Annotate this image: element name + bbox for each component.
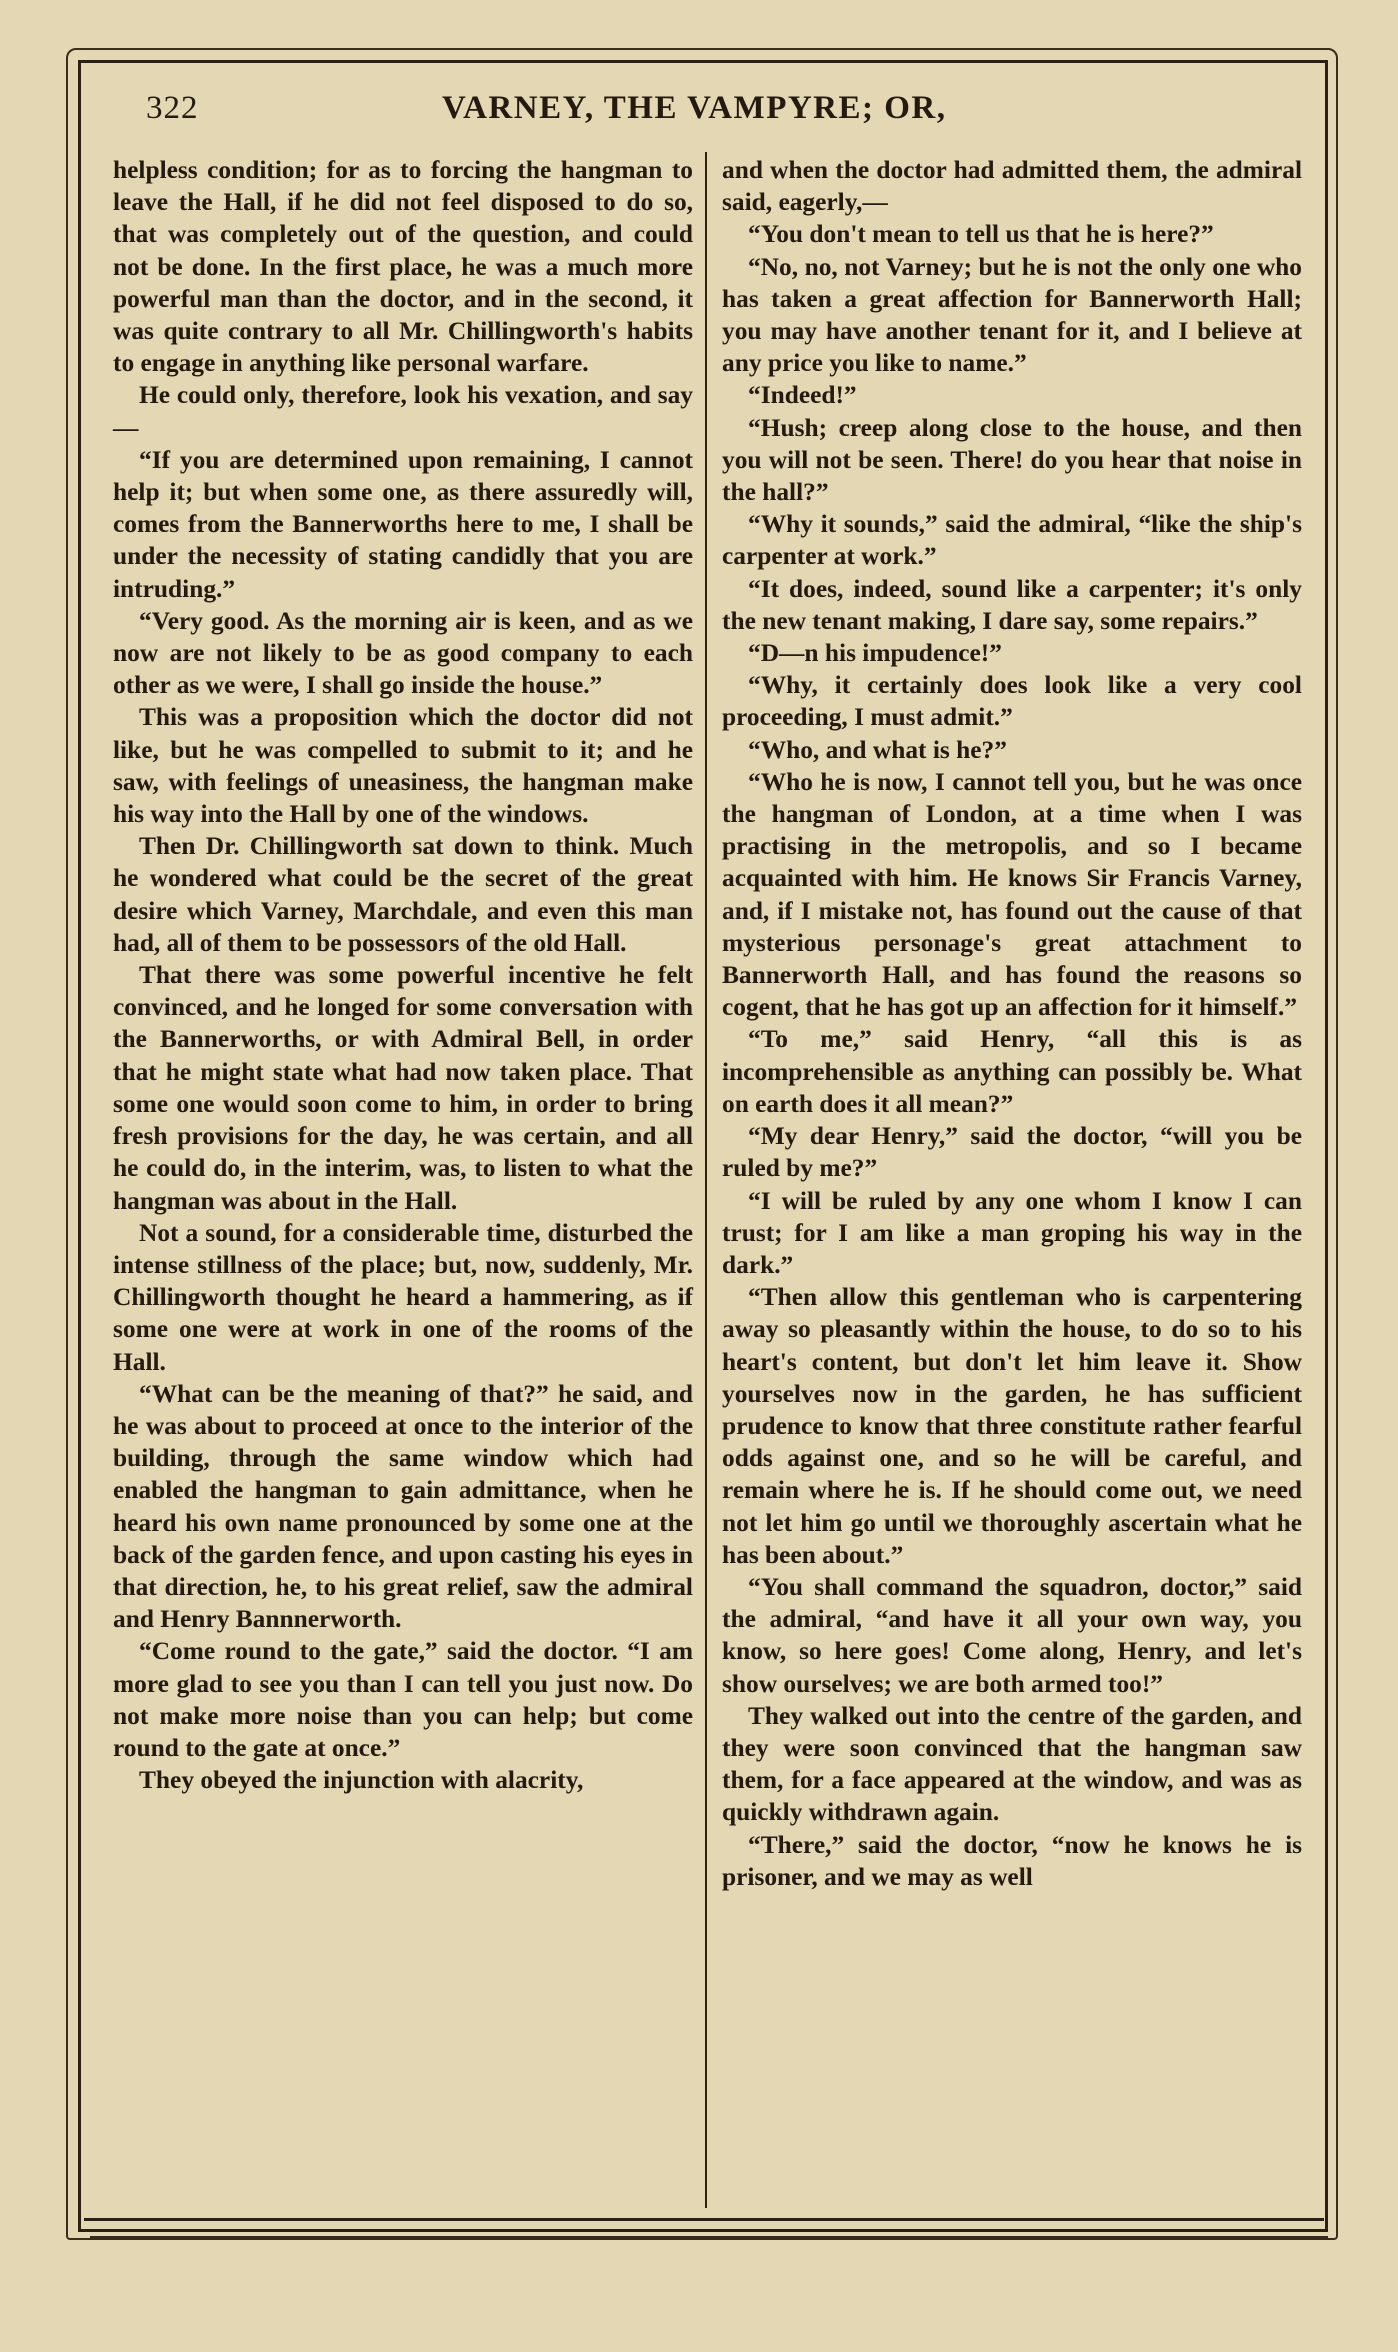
paragraph: “Hush; creep along close to the house, and then you will not be seen. There! do you hear that noise in the hall?” bbox=[722, 413, 1302, 507]
paragraph: “Who, and what is he?” bbox=[748, 735, 1007, 764]
right-column bbox=[722, 154, 1302, 1893]
bottom-rule-secondary bbox=[90, 2236, 1328, 2238]
paragraph: Not a sound, for a considerable time, disturbed the intense stillness of the place; but, now, suddenly, Mr. Chillingworth thought he heard a hammering, as if some one were at work in one of the rooms of the Hall. bbox=[113, 1218, 693, 1376]
paragraph: That there was some powerful incentive he felt convinced, and he longed for some conversation with the Bannerworths, or with Admiral Bell, in order that he might state what had now taken place. That some one would soon come to him, in order to bring fresh provisions for the day, he was certain, and all he could do, in the interim, was, to listen to what the hangman was about in the Hall. bbox=[113, 961, 693, 1215]
paragraph: “Why, it certainly does look like a very cool proceeding, I must admit.” bbox=[722, 671, 1302, 732]
running-head bbox=[112, 88, 1312, 138]
paragraph: helpless condition; for as to forcing the hangman to leave the Hall, if he did not feel disposed to do so, that was completely out of the question, and could not be done. In the first place, he was a much more powerful man than the doctor, and in the second, it was quite contrary to all Mr. Chillingworth's habits to engage in anything like personal warfare. bbox=[113, 156, 693, 378]
paragraph: “What can be the meaning of that?” he said, and he was about to proceed at once to the interior of the building, through the same window which had enabled the hangman to gain admittance, when he heard his own name pronounced by some one at the back of the garden fence, and upon casting his eyes in that direction, he, to his great relief, saw the admiral and Henry Bannnerworth. bbox=[113, 1379, 693, 1634]
paragraph: “Why it sounds,” said the admiral, “like the ship's carpenter at work.” bbox=[722, 510, 1302, 571]
paragraph: “My dear Henry,” said the doctor, “will you be ruled by me?” bbox=[722, 1122, 1302, 1183]
paragraph: They walked out into the centre of the garden, and they were soon convinced that the hangman saw them, for a face appeared at the window, and was as quickly withdrawn again. bbox=[722, 1701, 1302, 1827]
paragraph: “It does, indeed, sound like a carpenter; it's only the new tenant making, I dare say, some repairs.” bbox=[722, 574, 1302, 635]
paragraph: “No, no, not Varney; but he is not the only one who has taken a great affection for Bannerworth Hall; you may have another tenant for it, and I believe at any price you like to name.” bbox=[722, 252, 1302, 378]
left-column bbox=[113, 154, 693, 1796]
paragraph: “There,” said the doctor, “now he knows he is prisoner, and we may as well bbox=[722, 1830, 1302, 1891]
paragraph: “Come round to the gate,” said the doctor. “I am more glad to see you than I can tell you just now. Do not make more noise than you can help; but come round to the gate at once.” bbox=[113, 1637, 693, 1762]
paragraph: This was a proposition which the doctor did not like, but he was compelled to submit to it; and he saw, with feelings of uneasiness, the hangman make his way into the Hall by one of the windows. bbox=[113, 703, 693, 829]
running-title: VARNEY, THE VAMPYRE; OR, bbox=[442, 90, 947, 126]
bottom-rule bbox=[84, 2218, 1324, 2221]
paragraph: “Who he is now, I cannot tell you, but he was once the hangman of London, at a time when I was practising in the metropolis, and so I became acquainted with him. He knows Sir Francis Varney, and, if I mistake not, has found out the cause of that mysterious personage's great attachment to Bannerworth Hall, and has found the reasons so cogent, that he has got up an affection for it himself.” bbox=[722, 767, 1302, 1022]
paragraph: They obeyed the injunction with alacrity, bbox=[139, 1766, 584, 1795]
column-divider bbox=[705, 152, 707, 2208]
paragraph: “Then allow this gentleman who is carpentering away so pleasantly within the house, to do so to his heart's content, but don't let him leave it. Show yourselves now in the garden, he has sufficient prudence to know that three constitute rather fearful odds against one, and so he will be careful, and remain where he is. If he should come out, we need not let him go until we thoroughly ascertain what he has been about.” bbox=[722, 1283, 1302, 1569]
paragraph: “You shall command the squadron, doctor,” said the admiral, “and have it all your own way, you know, so here goes! Come along, Henry, and let's show ourselves; we are both armed too!” bbox=[722, 1572, 1302, 1698]
paragraph: “I will be ruled by any one whom I know I can trust; for I am like a man groping his way in the dark.” bbox=[722, 1186, 1302, 1279]
page-number: 322 bbox=[146, 90, 199, 126]
paragraph: He could only, therefore, look his vexation, and say — bbox=[113, 381, 693, 442]
paragraph: “D—n his impudence!” bbox=[748, 639, 1002, 668]
paragraph: Then Dr. Chillingworth sat down to think. Much he wondered what could be the secret of the great desire which Varney, Marchdale, and even this man had, all of them to be possessors of the old Hall. bbox=[113, 832, 693, 957]
paragraph: “Very good. As the morning air is keen, and as we now are not likely to be as good company to each other as we were, I shall go inside the house.” bbox=[113, 606, 693, 700]
paragraph: and when the doctor had admitted them, the admiral said, eagerly,— bbox=[722, 156, 1302, 217]
paragraph: “Indeed!” bbox=[748, 381, 857, 410]
paragraph: “You don't mean to tell us that he is here?” bbox=[748, 220, 1214, 249]
paragraph: “To me,” said Henry, “all this is as incomprehensible as anything can possibly be. What on earth does it all mean?” bbox=[722, 1025, 1302, 1118]
paragraph: “If you are determined upon remaining, I cannot help it; but when some one, as there assuredly will, comes from the Bannerworths here to me, I shall be under the necessity of stating candidly that you are intruding.” bbox=[113, 445, 693, 603]
